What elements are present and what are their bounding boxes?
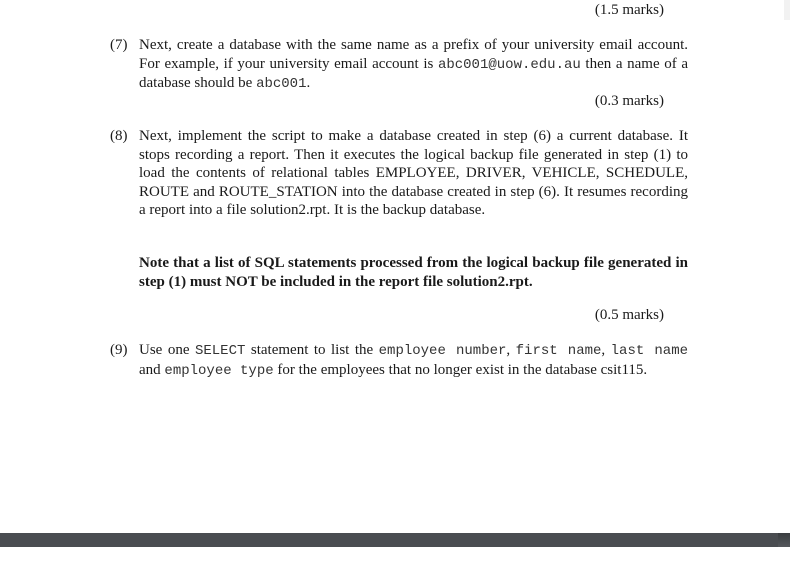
question-number: (7)	[110, 37, 128, 53]
marks-label-q7: (0.3 marks)	[594, 93, 664, 109]
question-7	[110, 36, 688, 94]
separator: ,	[601, 342, 611, 358]
question-text: and	[139, 361, 165, 378]
scrollbar-track[interactable]	[0, 533, 778, 547]
column-name: last name	[610, 343, 689, 359]
question-9	[110, 341, 688, 380]
question-body	[139, 36, 688, 94]
column-name: first name	[515, 343, 602, 359]
question-text: statement to list the	[245, 342, 379, 358]
question-body: Next, implement the script to make a database created in step (6) a current database. It stops recording a report. Then it executes the logical backup file generated in step (1) to load the contents of relational tables EMPLOYEE, DRIVER, VEHICLE, SCHEDULE, ROUTE and ROUTE_STATION into the database created in step (6). It resumes recording a report into a file solution2.rpt. It is the backup database.	[139, 128, 688, 219]
question-text: Use one	[139, 342, 195, 358]
question-8	[110, 127, 688, 220]
scrollbar-stub	[784, 0, 790, 20]
marks-label-q8: (0.5 marks)	[594, 307, 664, 323]
horizontal-scrollbar[interactable]	[0, 533, 790, 547]
database-name-example: abc001	[256, 76, 307, 93]
question-body	[139, 341, 688, 380]
separator: ,	[506, 342, 516, 358]
sql-keyword: SELECT	[194, 343, 246, 359]
question-text: then a name of a database should be	[139, 55, 688, 92]
question-text: for the employees that no longer exist in the database csit115.	[273, 361, 648, 378]
note-paragraph: Note that a list of SQL statements processed from the logical backup file generated in step (1) must NOT be included in the report file solution2.rpt.	[139, 255, 688, 290]
email-example: abc001@uow.edu.au	[437, 56, 581, 73]
marks-label-previous: (1.5 marks)	[594, 2, 664, 18]
question-text: Next, create a database with the same name as a prefix of your university email account. For example, if your university email account is	[139, 37, 688, 72]
column-name: employee type	[164, 362, 274, 379]
question-text: .	[306, 75, 311, 92]
column-name: employee number	[378, 343, 507, 359]
question-number: (8)	[110, 128, 128, 144]
question-number: (9)	[110, 342, 128, 358]
